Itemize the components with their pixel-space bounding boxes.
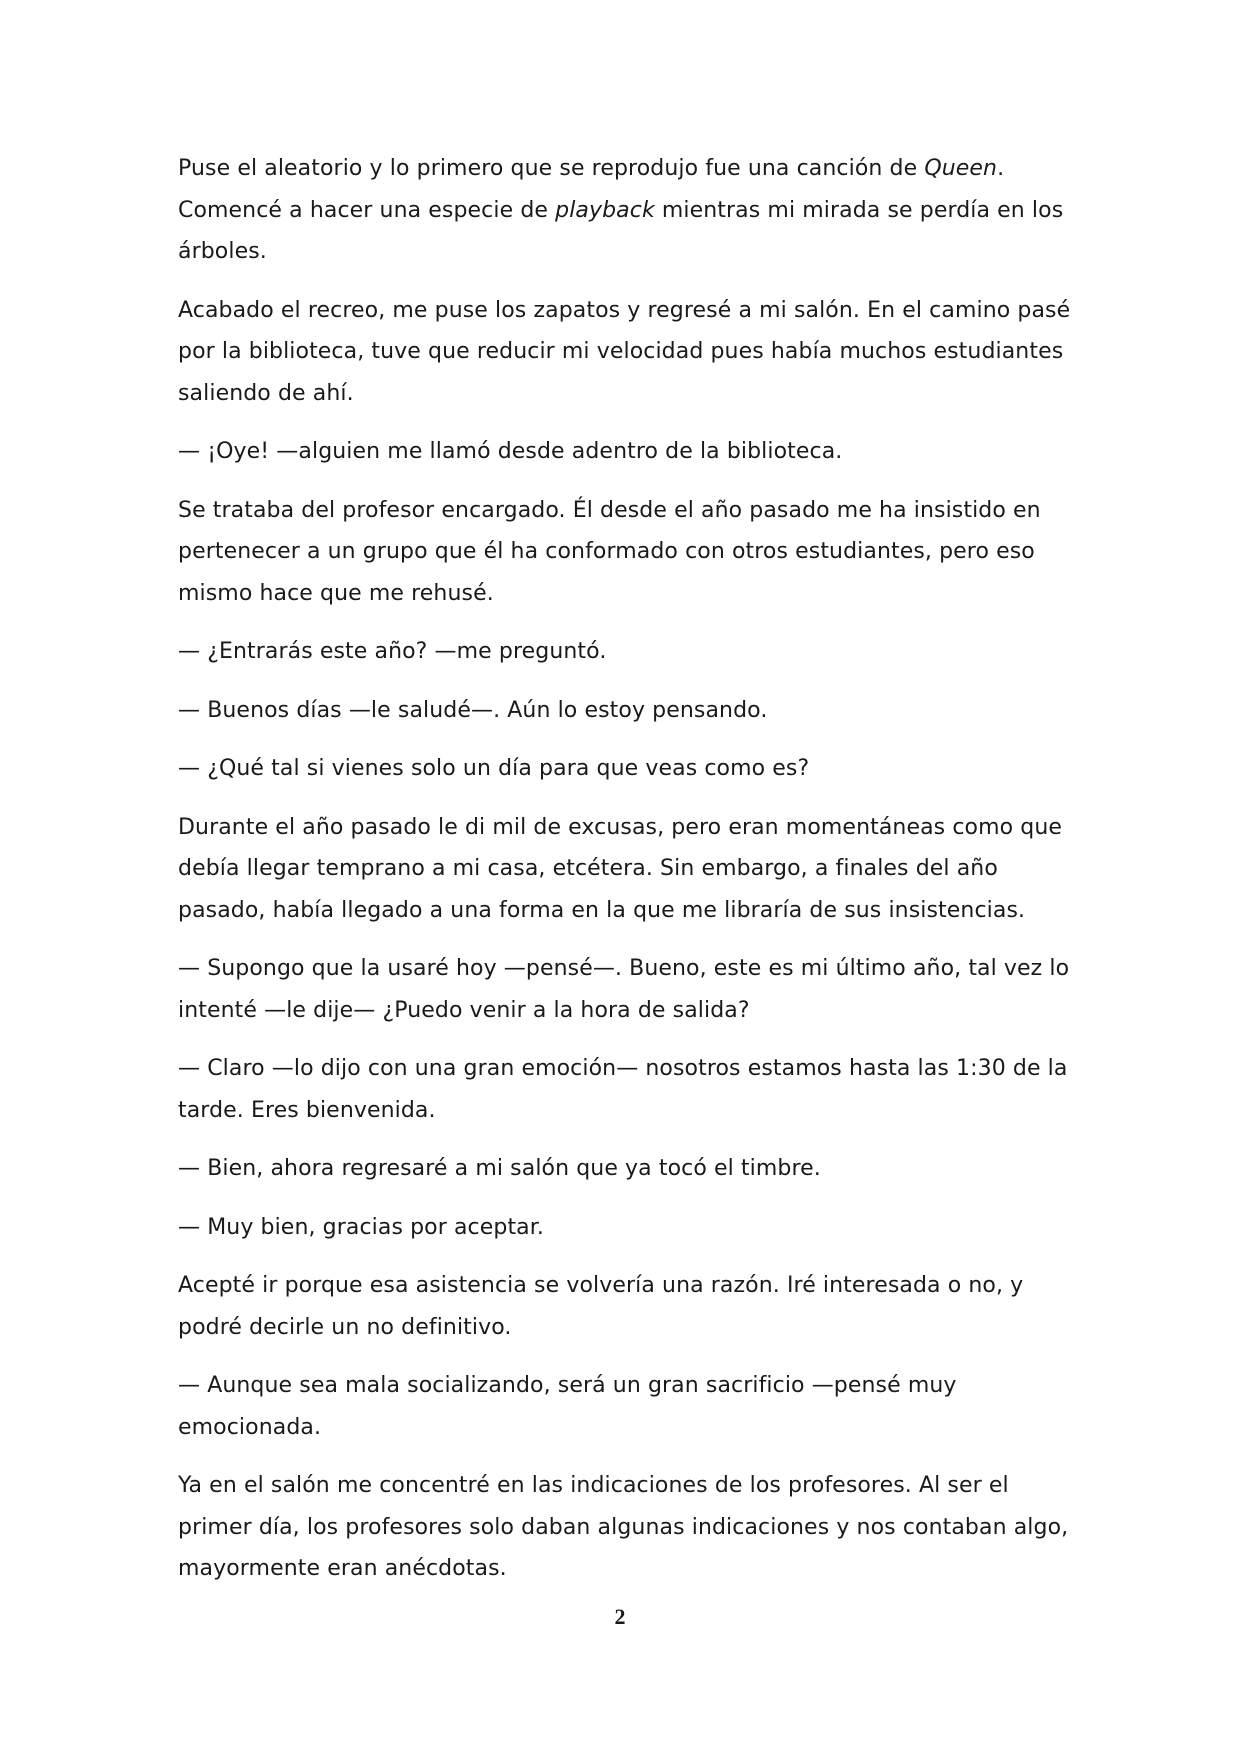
dialogue-line: [178, 748, 1078, 790]
paragraph-text: Durante el año pasado le di mil de excusas, pero eran momentáneas como que debía llegar temprano a mi casa, etcétera. Sin embargo, a finales del año pasado, había llegado a una forma en la que me libraría de sus insistencias.: [178, 814, 1063, 923]
italic-text: Queen: [924, 156, 998, 181]
italic-text: playback: [555, 197, 655, 223]
dialogue-line: [178, 1148, 1078, 1190]
paragraph-text: Acepté ir porque esa asistencia se volvería una razón. Iré interesada o no, y podré decirle un no definitivo.: [178, 1273, 1024, 1340]
paragraph-text: . Comencé a hacer una especie de: [178, 156, 1005, 223]
dialogue-line: [178, 948, 1078, 1031]
paragraph: [178, 1465, 1078, 1590]
paragraph-text: — Claro —lo dijo con una gran emoción— nosotros estamos hasta las 1:30 de la tarde. Eres bienvenida.: [178, 1056, 1068, 1123]
paragraph-text: Acabado el recreo, me puse los zapatos y regresé a mi salón. En el camino pasé por la biblioteca, tuve que reducir mi velocidad pues había muchos estudiantes saliendo de ahí.: [178, 297, 1071, 406]
dialogue-line: [178, 1048, 1078, 1131]
document-body: [178, 148, 1078, 1607]
paragraph-text: mientras mi mirada se perdía en los árboles.: [178, 197, 1064, 264]
page-number: 2: [614, 1604, 626, 1629]
paragraph-text: Se trataba del profesor encargado. Él desde el año pasado me ha insistido en pertenecer a un grupo que él ha conformado con otros estudiantes, pero eso mismo hace que me rehusé.: [178, 497, 1041, 606]
paragraph-text: Puse el aleatorio y lo primero que se reprodujo fue una canción de: [178, 156, 925, 181]
paragraph: [178, 490, 1078, 615]
paragraph-text: — Aunque sea mala socializando, será un gran sacrificio —pensé muy emocionada.: [178, 1373, 957, 1440]
paragraph-text: — Muy bien, gracias por aceptar.: [178, 1214, 544, 1240]
dialogue-line: [178, 1365, 1078, 1448]
paragraph: [178, 1265, 1078, 1348]
paragraph-text: — Supongo que la usaré hoy —pensé—. Bueno, este es mi último año, tal vez lo intenté —le dije— ¿Puedo venir a la hora de salida?: [178, 956, 1070, 1023]
paragraph-text: — Bien, ahora regresaré a mi salón que ya tocó el timbre.: [178, 1156, 821, 1181]
paragraph-text: — ¿Entrarás este año? —me preguntó.: [178, 639, 607, 664]
paragraph-text: Ya en el salón me concentré en las indicaciones de los profesores. Al ser el primer día, los profesores solo daban algunas indicaciones y nos contaban algo, mayormente eran anécdotas.: [178, 1473, 1069, 1581]
paragraph-text: — ¿Qué tal si vienes solo un día para que veas como es?: [178, 756, 810, 781]
dialogue-line: [178, 690, 1078, 732]
paragraph: [178, 148, 1078, 273]
paragraph: [178, 807, 1078, 932]
paragraph-text: — Buenos días —le saludé—. Aún lo estoy pensando.: [178, 697, 768, 723]
dialogue-line: [178, 431, 1078, 473]
dialogue-line: [178, 1207, 1078, 1249]
paragraph-text: — ¡Oye! —alguien me llamó desde adentro de la biblioteca.: [178, 439, 843, 464]
paragraph: [178, 290, 1078, 415]
dialogue-line: [178, 631, 1078, 673]
